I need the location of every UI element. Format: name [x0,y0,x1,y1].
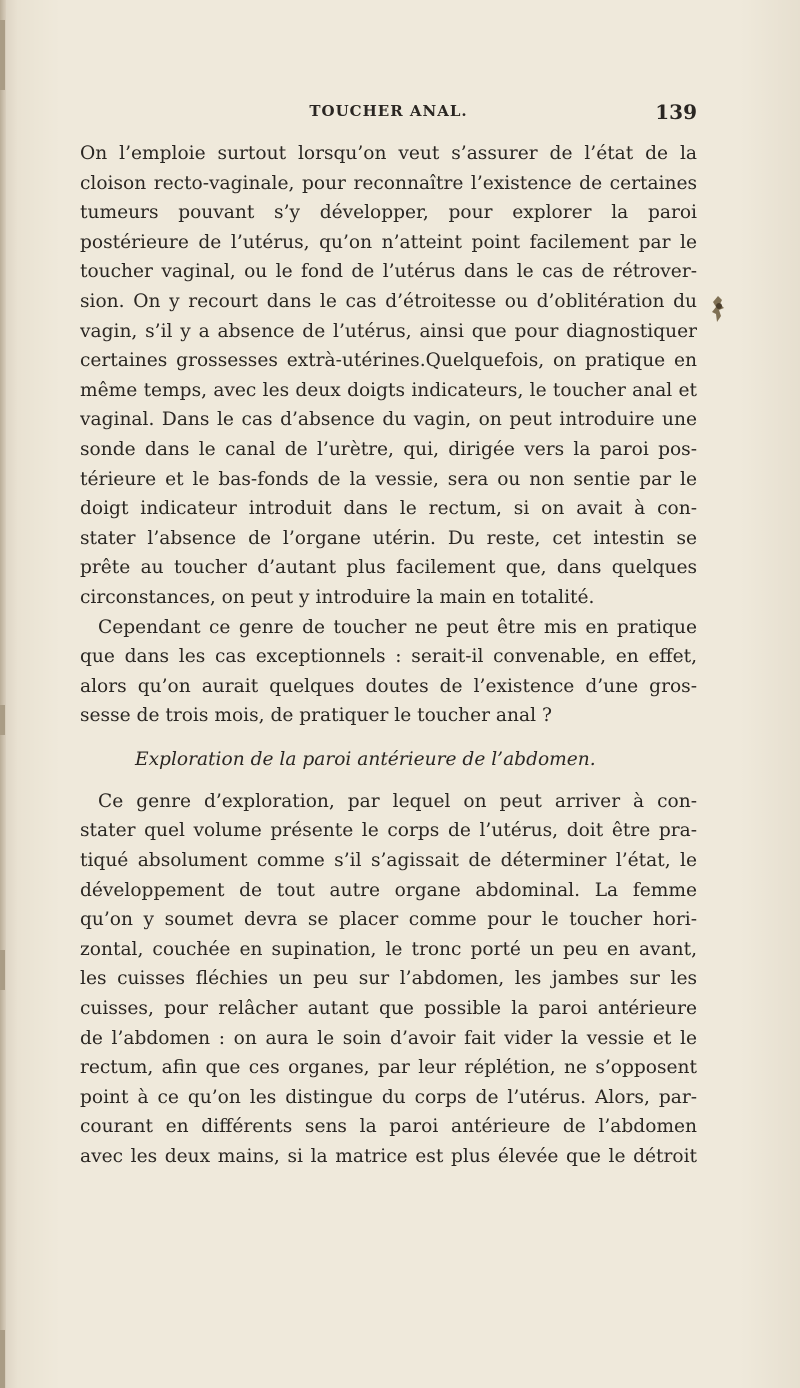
text-line: vagin, s’il y a absence de l’utérus, ainsi que pour diagnostiquer [80,320,697,342]
text-line: stater l’absence de l’organe utérin. Du reste, cet intestin se [80,527,697,549]
text-line: sion. On y recourt dans le cas d’étroitesse ou d’oblitération du [80,290,697,312]
text-line: On l’emploie surtout lorsqu’on veut s’assurer de l’état de la [80,143,697,164]
paragraph [80,139,697,613]
text-line: sonde dans le canal de l’urètre, qui, dirigée vers la paroi pos- [80,438,697,460]
binding-mark [0,950,5,990]
text-line: tiqué absolument comme s’il s’agissait de déterminer l’état, le [80,850,697,872]
text-line: de l’abdomen : on aura le soin d’avoir fait vider la vessie et le [80,1027,697,1049]
binding-mark [0,705,5,735]
running-head: TOUCHER ANAL. [309,102,468,120]
page-header [80,100,697,126]
text-line: circonstances, on peut y introduire la main en totalité. [80,586,595,608]
text-line: point à ce qu’on les distingue du corps de l’utérus. Alors, par- [80,1086,697,1108]
text-line: toucher vaginal, ou le fond de l’utérus dans le cas de rétrover- [80,261,697,283]
text-line: prête au toucher d’autant plus facilement que, dans quelques [80,557,697,579]
text-line: avec les deux mains, si la matrice est plus élevée que le détroit [80,1146,697,1167]
text-line: alors qu’on aurait quelques doutes de l’existence d’une gros- [80,675,697,697]
text-line: même temps, avec les deux doigts indicateurs, le toucher anal et [80,379,697,401]
text-line: tumeurs pouvant s’y développer, pour explorer la paroi [80,202,697,224]
text-line: Cependant ce genre de toucher ne peut être mis en pratique [98,616,697,638]
text-line: vaginal. Dans le cas d’absence du vagin, on peut introduire une [80,409,697,431]
text-block [80,139,697,1172]
text-line: cloison recto-vaginale, pour reconnaître l’existence de certaines [80,172,697,194]
text-line: doigt indicateur introduit dans le rectum, si on avait à con- [80,498,697,520]
text-line: les cuisses fléchies un peu sur l’abdomen, les jambes sur les [80,968,697,990]
text-line: certaines grossesses extrà-utérines.Quelquefois, on pratique en [80,350,697,372]
text-line: postérieure de l’utérus, qu’on n’atteint point facilement par le [80,231,697,253]
text-line: stater quel volume présente le corps de l’utérus, doit être pra- [80,820,697,842]
text-line: que dans les cas exceptionnels : serait-il convenable, en effet, [80,646,697,668]
ink-blot-mark [706,294,732,326]
text-line: courant en différents sens la paroi antérieure de l’abdomen [80,1116,697,1138]
page-number: 139 [655,100,697,124]
binding-edge [0,0,6,1388]
section-heading: Exploration de la paroi antérieure de l’abdomen. [135,748,596,770]
text-line: zontal, couchée en supination, le tronc porté un peu en avant, [80,938,697,960]
spacer [80,777,697,787]
text-line: rectum, afin que ces organes, par leur réplétion, ne s’opposent [80,1057,697,1079]
text-line: sesse de trois mois, de pratiquer le toucher anal ? [80,705,552,727]
text-line: développement de tout autre organe abdominal. La femme [80,879,697,901]
spacer [80,731,697,743]
binding-mark [0,1330,5,1388]
text-line: Ce genre d’exploration, par lequel on peut arriver à con- [98,790,697,812]
paragraph [80,787,697,1172]
text-line: qu’on y soumet devra se placer comme pour le toucher hori- [80,909,697,931]
text-line: cuisses, pour relâcher autant que possible la paroi antérieure [80,998,697,1020]
binding-mark [0,20,5,90]
text-line: térieure et le bas-fonds de la vessie, sera ou non sentie par le [80,468,697,490]
paragraph [80,613,697,731]
